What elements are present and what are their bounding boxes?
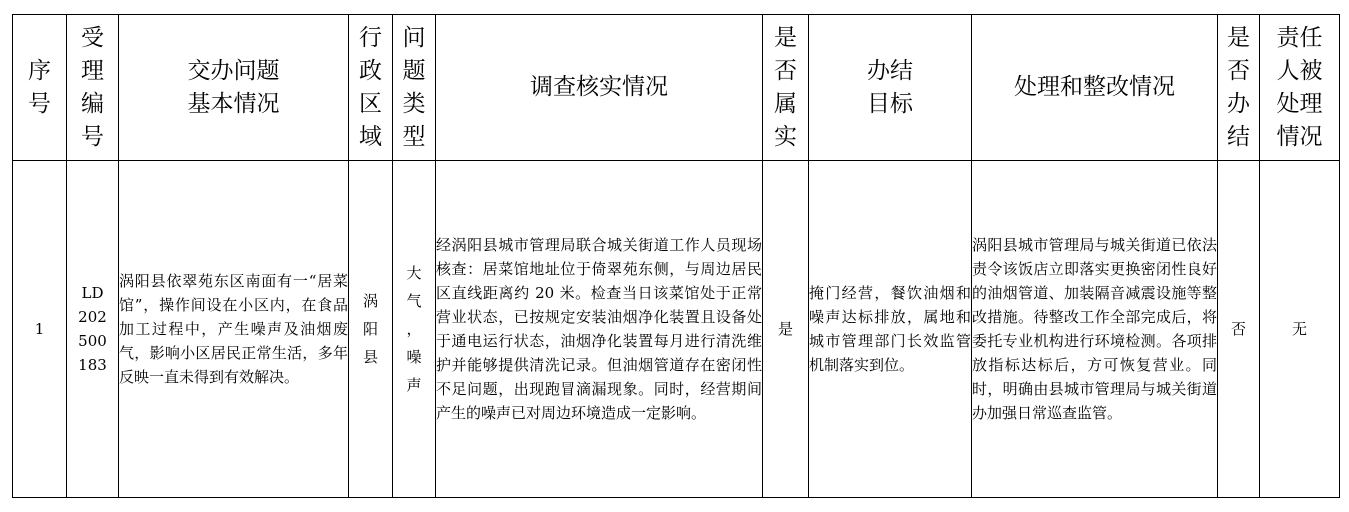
cell-accountability: 无 (1260, 161, 1340, 498)
cell-handling: 涡阳县城市管理局与城关街道已依法责令该饭店立即落实更换密闭性良好的油烟管道、加装隔音减震设施等整改措施。待整改工作全部完成后，将委托专业机构进行环境检测。各项排放指标达标后，方可恢复营业。同时，明确由县城市管理局与城关街道办加强日常巡查监管。 (972, 161, 1218, 498)
cell-seq: 1 (13, 161, 67, 498)
cell-district: 涡 阳 县 (349, 161, 393, 498)
header-accountability: 责任 人被 处理 情况 (1260, 15, 1340, 161)
header-row (13, 15, 1340, 161)
header-verified: 是 否 属 实 (763, 15, 809, 161)
header-district: 行 政 区 域 (349, 15, 393, 161)
header-closed: 是 否 办 结 (1218, 15, 1260, 161)
header-handling: 处理和整改情况 (972, 15, 1218, 161)
cell-type: 大 气 ， 噪 声 (393, 161, 436, 498)
cell-verified: 是 (763, 161, 809, 498)
cell-goal: 掩门经营，餐饮油烟和噪声达标排放，属地和城市管理部门长效监管机制落实到位。 (809, 161, 972, 498)
header-goal: 办结 目标 (809, 15, 972, 161)
cell-accept-no: LD 202 500 183 (67, 161, 119, 498)
cell-investigation: 经涡阳县城市管理局联合城关街道工作人员现场核查：居菜馆地址位于倚翠苑东侧，与周边居民区直线距离约 20 米。检查当日该菜馆处于正常营业状态，已按规定安装油烟净化装置且设备处于通电运行状态，油烟净化装置每月进行清洗维护并能够提供清洗记录。但油烟管道存在密闭性不足问题，出现跑冒滴漏现象。同时，经营期间产生的噪声已对周边环境造成一定影响。 (436, 161, 763, 498)
header-type: 问 题 类 型 (393, 15, 436, 161)
header-accept-no: 受 理 编 号 (67, 15, 119, 161)
header-investigation: 调查核实情况 (436, 15, 763, 161)
header-seq: 序 号 (13, 15, 67, 161)
cell-closed: 否 (1218, 161, 1260, 498)
cell-issue: 涡阳县依翠苑东区南面有一“居菜馆”，操作间设在小区内，在食品加工过程中，产生噪声及油烟废气，影响小区居民正常生活，多年反映一直未得到有效解决。 (119, 161, 349, 498)
header-issue: 交办问题 基本情况 (119, 15, 349, 161)
case-table (12, 14, 1340, 498)
table-row (13, 161, 1340, 498)
